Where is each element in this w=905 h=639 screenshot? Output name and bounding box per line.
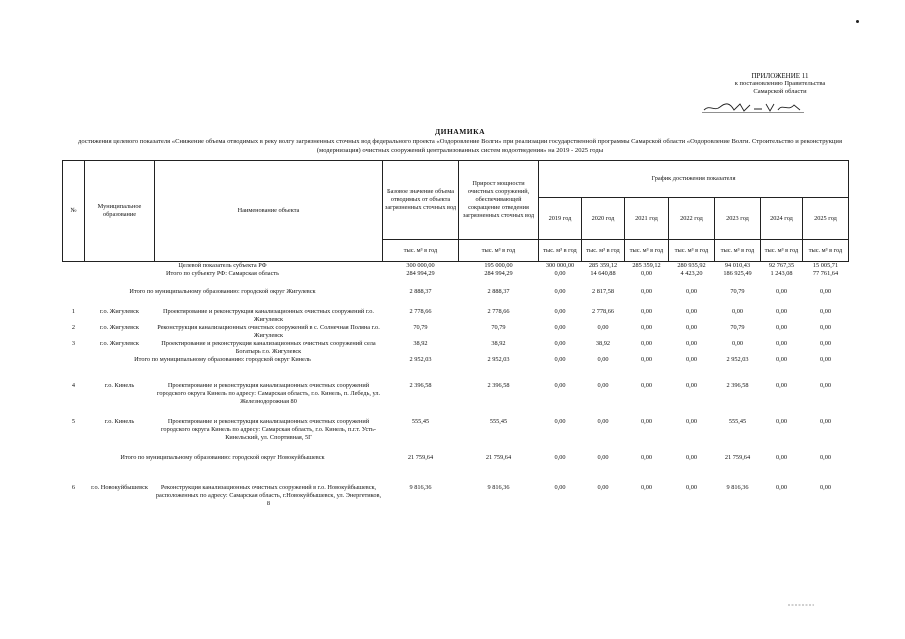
cell-num: 6 (71, 484, 76, 491)
cell-object: Реконструкция канализационных очистных сооружений в с. Солнечная Поляна г.о. Жигулевск (157, 324, 380, 339)
cell-year: 0,00 (597, 454, 609, 461)
cell-object: Проектирование и реконструкция канализационных очистных сооружений села Богатырь г.о. Жигулевск (161, 340, 376, 355)
cell-year: 0,00 (554, 356, 566, 363)
cell-growth: 9 816,36 (487, 484, 510, 491)
cell-year: 0,00 (775, 308, 788, 315)
cell-year: 38,92 (595, 340, 611, 347)
cell-year: 0,00 (731, 340, 744, 347)
cell-year: 0,00 (554, 270, 566, 277)
header-municipality: Муниципальное образование (85, 161, 155, 262)
cell-object: Реконструкция канализационных очистных сооружений в г.о. Новокуйбышевск, расположенных по адресу: Самарская область, г.Новокуйбышевск, ул. Энергетиков, 8 (155, 484, 382, 507)
cell-year: 0,00 (775, 418, 788, 425)
cell-object: Проектирование и реконструкция канализационных очистных сооружений городского округа Кинель по адресу: Самарская область, г.о. Кинель, п. Лебедь, ул. Железнодорожная 80 (156, 382, 381, 405)
cell-year: 0,00 (775, 324, 788, 331)
cell-year: 285 359,12 (588, 262, 618, 269)
cell-year: 285 359,12 (632, 262, 661, 269)
appendix-line: к постановлению Правительства (734, 80, 826, 87)
cell-growth: 195 000,00 (484, 262, 513, 269)
cell-year: 1 243,08 (770, 270, 793, 277)
cell-year: 15 005,71 (812, 262, 839, 269)
cell-year: 0,00 (819, 288, 832, 295)
cell-year: 0,00 (640, 356, 653, 363)
cell-year: 0,00 (554, 340, 566, 347)
header-unit: тыс. м³ в год (669, 240, 715, 262)
table-row-total (63, 262, 849, 271)
cell-growth: 2 952,03 (487, 356, 510, 363)
cell-num: 3 (71, 340, 76, 347)
cell-growth: 284 994,29 (484, 270, 513, 277)
cell-year: 300 000,00 (545, 262, 575, 269)
cell-municipality: г.о. Жигулевск (100, 308, 139, 315)
row-label: Итого по субъекту РФ: Самарская область (166, 270, 279, 277)
header-year: 2020 год (582, 198, 625, 240)
table-header (63, 161, 849, 262)
table-row (63, 296, 849, 324)
appendix-title: ПРИЛОЖЕНИЕ 11 (751, 72, 809, 80)
cell-year: 2 817,58 (591, 288, 615, 295)
cell-municipality: г.о. Жигулевск (100, 340, 139, 347)
cell-year: 2 396,58 (726, 382, 749, 389)
cell-year: 0,00 (597, 382, 609, 389)
cell-year: 0,00 (597, 324, 609, 331)
document-subtitle: достижения целевого показателя «Снижение объема отводимых в реку волгу загрязненных сточных вод федерального проекта «Оздоровление Волги» при реализации государственной программы Самарской области «Оздоровление Волги. Строительство и реконструкция (модернизация) очистных сооружений централизованных систем водоотведения» на 2019 - 2025 годы (77, 138, 842, 154)
header-unit: тыс. м³ в год (539, 240, 582, 262)
cell-growth: 2 888,37 (487, 288, 510, 295)
cell-year: 92 767,35 (768, 262, 795, 269)
cell-year: 0,00 (640, 340, 653, 347)
cell-year: 0,00 (554, 324, 566, 331)
cell-year: 0,00 (685, 288, 698, 295)
header-unit: тыс. м³ в год (715, 240, 761, 262)
cell-year: 0,00 (554, 454, 566, 461)
row-label: Целевой показатель субъекта РФ (178, 262, 267, 269)
cell-year: 2 778,66 (591, 308, 615, 315)
cell-base: 70,79 (413, 324, 428, 331)
cell-year: 0,00 (819, 382, 832, 389)
cell-growth: 21 759,64 (485, 454, 512, 461)
cell-year: 0,00 (819, 356, 832, 363)
cell-year: 0,00 (685, 484, 698, 491)
cell-year: 0,00 (819, 324, 832, 331)
cell-municipality: г.о. Кинель (104, 418, 135, 425)
cell-year: 0,00 (775, 356, 788, 363)
cell-year: 0,00 (554, 484, 566, 491)
cell-growth: 2 396,58 (487, 382, 510, 389)
cell-year: 77 761,64 (812, 270, 839, 277)
dynamics-table (62, 160, 849, 508)
cell-base: 21 759,64 (407, 454, 434, 461)
row-label: Итого по муниципальному образованию: городской округ Новокуйбышевск (120, 454, 325, 461)
cell-year: 0,00 (775, 382, 788, 389)
header-year: 2025 год (803, 198, 849, 240)
cell-growth: 70,79 (491, 324, 506, 331)
header-unit: тыс. м³ в год (582, 240, 625, 262)
table-row (63, 364, 849, 406)
cell-year: 0,00 (685, 340, 698, 347)
header-unit: тыс. м³ в год (761, 240, 803, 262)
header-year: 2021 год (625, 198, 669, 240)
header-unit: тыс. м³ в год (803, 240, 849, 262)
cell-year: 0,00 (685, 418, 698, 425)
cell-year: 0,00 (554, 308, 566, 315)
cell-year: 0,00 (640, 454, 653, 461)
header-year: 2022 год (669, 198, 715, 240)
cell-year: 0,00 (819, 340, 832, 347)
cell-base: 284 994,29 (406, 270, 435, 277)
cell-year: 0,00 (597, 418, 609, 425)
cell-num: 4 (71, 382, 76, 389)
cell-year: 186 925,49 (723, 270, 752, 277)
cell-year: 0,00 (685, 324, 698, 331)
cell-year: 0,00 (554, 418, 566, 425)
cell-year: 0,00 (775, 454, 788, 461)
cell-year: 0,00 (640, 270, 653, 277)
document-title: ДИНАМИКА (434, 127, 485, 136)
cell-year: 9 816,36 (726, 484, 749, 491)
table-row (63, 340, 849, 356)
cell-year: 0,00 (775, 484, 788, 491)
table-row (63, 406, 849, 442)
cell-year: 70,79 (730, 288, 745, 295)
cell-year: 0,00 (597, 356, 609, 363)
table-row-subtotal (63, 356, 849, 364)
header-schedule: График достижения показателя (539, 161, 849, 198)
cell-year: 0,00 (640, 308, 653, 315)
header-unit: тыс. м³ в год (625, 240, 669, 262)
cell-num: 1 (71, 308, 76, 315)
cell-growth: 555,45 (489, 418, 508, 425)
cell-base: 38,92 (413, 340, 428, 347)
cell-num: 5 (71, 418, 76, 425)
cell-year: 2 952,03 (726, 356, 749, 363)
cell-num: 2 (71, 324, 76, 331)
cell-year: 555,45 (728, 418, 747, 425)
cell-municipality: г.о. Жигулевск (100, 324, 139, 331)
cell-base: 2 396,58 (409, 382, 432, 389)
appendix-block (700, 72, 860, 96)
cell-base: 555,45 (411, 418, 430, 425)
scan-mark (786, 602, 816, 608)
cell-year: 0,00 (640, 484, 653, 491)
table-row-subtotal (63, 442, 849, 462)
header-base: Базовое значение объема отводимых от объекта загрязненных сточных вод (383, 161, 459, 240)
cell-year: 0,00 (731, 308, 744, 315)
appendix-line: Самарской области (753, 88, 807, 95)
cell-base: 300 000,00 (406, 262, 435, 269)
row-label: Итого по муниципальному образованию: городской округ Кинель (134, 356, 311, 363)
cell-year: 0,00 (554, 382, 566, 389)
cell-year: 0,00 (640, 382, 653, 389)
table-row (63, 462, 849, 508)
cell-growth: 2 778,66 (487, 308, 510, 315)
cell-year: 0,00 (640, 324, 653, 331)
cell-object: Проектирование и реконструкция канализационных очистных сооружений городского округа Кинель по адресу: Самарская область, г.о. Кинель, п.г.т. Усть-Кинельский, ул. Спортивная, 5Г (161, 418, 376, 441)
cell-base: 2 888,37 (409, 288, 432, 295)
table-row-total (63, 270, 849, 278)
table-row (63, 324, 849, 340)
cell-base: 9 816,36 (409, 484, 432, 491)
header-num: № (63, 161, 85, 262)
cell-municipality: г.о. Кинель (104, 382, 135, 389)
handwritten-date-signature (700, 100, 810, 114)
header-year: 2019 год (539, 198, 582, 240)
cell-year: 0,00 (640, 418, 653, 425)
header-growth: Прирост мощности очистных сооружений, обеспечивающей сокращение отведения загрязненных сточных вод (459, 161, 539, 240)
header-unit: тыс. м³ в год (459, 240, 539, 262)
header-unit: тыс. м³ в год (383, 240, 459, 262)
cell-year: 14 640,88 (590, 270, 616, 277)
cell-year: 0,00 (819, 454, 832, 461)
cell-year: 0,00 (819, 308, 832, 315)
cell-year: 4 423,20 (680, 270, 703, 277)
cell-base: 2 778,66 (409, 308, 432, 315)
cell-year: 0,00 (685, 382, 698, 389)
cell-municipality: г.о. Новокуйбышевск (91, 484, 148, 491)
cell-growth: 38,92 (491, 340, 506, 347)
cell-year: 0,00 (685, 454, 698, 461)
table-row-subtotal (63, 278, 849, 296)
cell-year: 0,00 (775, 288, 788, 295)
row-label: Итого по муниципальному образованию: городской округ Жигулевск (129, 288, 316, 295)
cell-object: Проектирование и реконструкция канализационных очистных сооружений г.о. Жигулевск (162, 308, 375, 323)
cell-year: 0,00 (640, 288, 653, 295)
cell-year: 0,00 (685, 356, 698, 363)
header-year: 2023 год (715, 198, 761, 240)
cell-year: 70,79 (730, 324, 745, 331)
cell-year: 0,00 (554, 288, 566, 295)
header-object: Наименование объекта (155, 161, 383, 262)
cell-year: 94 010,43 (724, 262, 751, 269)
cell-year: 21 759,64 (724, 454, 751, 461)
cell-base: 2 952,03 (409, 356, 432, 363)
cell-year: 0,00 (597, 484, 609, 491)
cell-year: 280 935,92 (677, 262, 706, 269)
cell-year: 0,00 (775, 340, 788, 347)
scan-speck (856, 20, 859, 23)
cell-year: 0,00 (819, 484, 832, 491)
cell-year: 0,00 (685, 308, 698, 315)
header-year: 2024 год (761, 198, 803, 240)
cell-year: 0,00 (819, 418, 832, 425)
